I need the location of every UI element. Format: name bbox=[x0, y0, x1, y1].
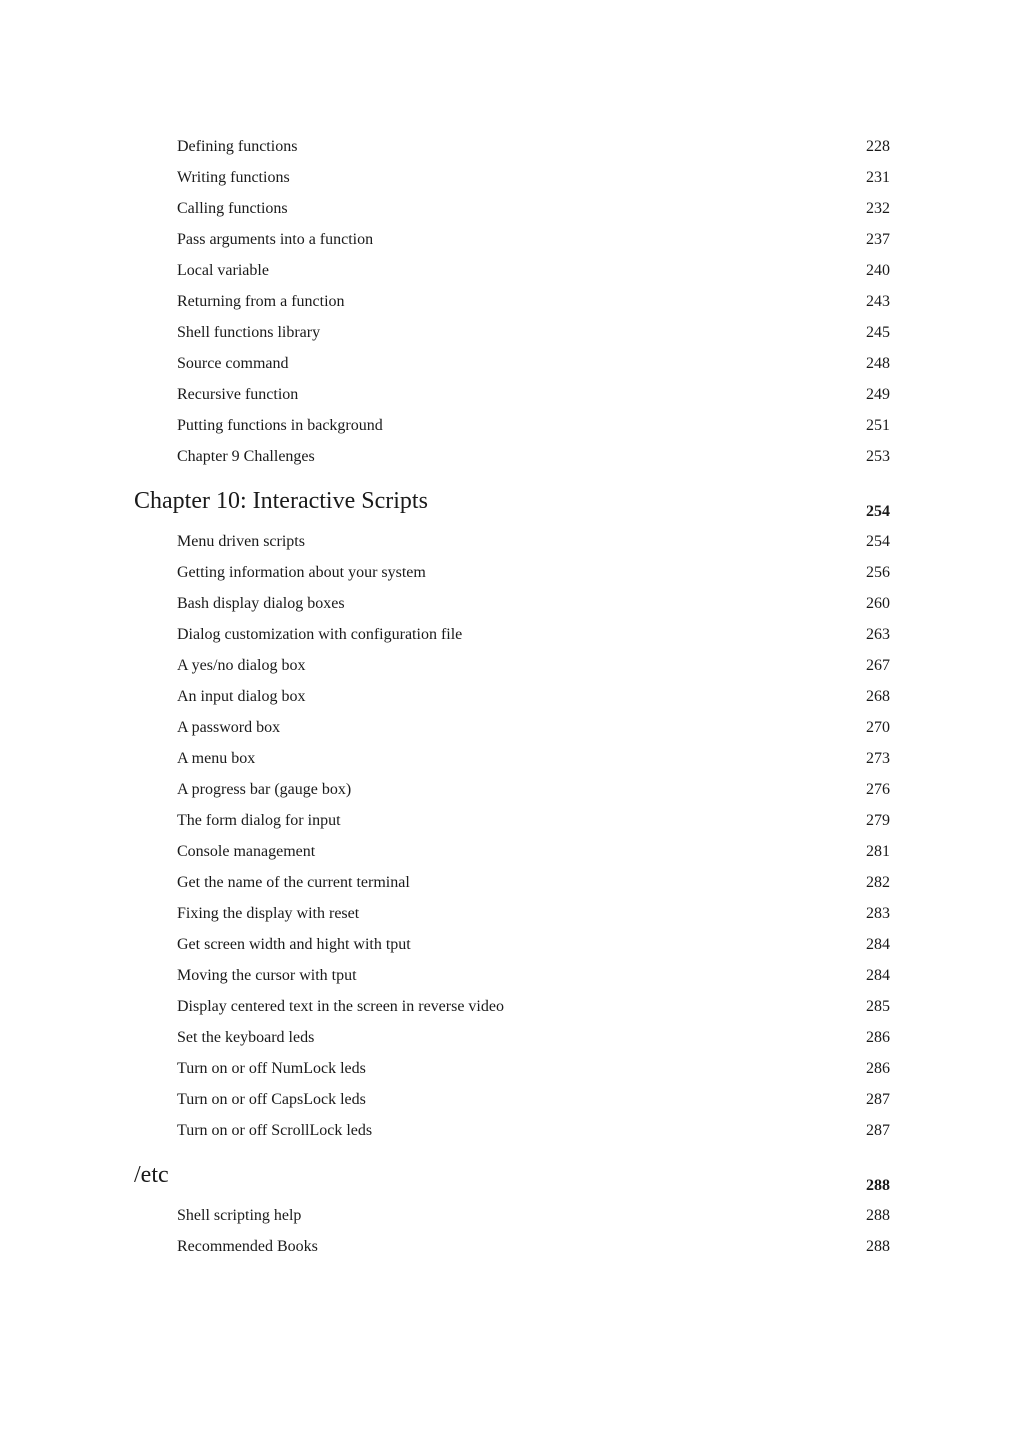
toc-entry-title: Putting functions in background bbox=[177, 417, 383, 434]
toc-entry-title: Shell functions library bbox=[177, 324, 321, 341]
toc-entry-title: Turn on or off ScrollLock leds bbox=[177, 1122, 373, 1139]
toc-entry-page-number: 263 bbox=[866, 626, 890, 643]
toc-entry-page-number: 249 bbox=[866, 386, 890, 403]
toc-entry-page-number: 260 bbox=[866, 595, 890, 612]
toc-entry-page-number: 248 bbox=[866, 355, 890, 372]
toc-entry[interactable] bbox=[0, 1204, 1024, 1235]
toc-entry-title: Turn on or off NumLock leds bbox=[177, 1060, 366, 1077]
toc-entry-title: Returning from a function bbox=[177, 293, 345, 310]
toc-entry[interactable] bbox=[0, 1026, 1024, 1057]
toc-entry[interactable] bbox=[0, 445, 1024, 476]
toc-entry-title: Console management bbox=[177, 843, 316, 860]
toc-entry-page-number: 284 bbox=[866, 967, 890, 984]
toc-entry-page-number: 288 bbox=[866, 1207, 890, 1224]
toc-entry-title: Get screen width and hight with tput bbox=[177, 936, 411, 953]
toc-entry-title: Turn on or off CapsLock leds bbox=[177, 1091, 366, 1108]
toc-entry[interactable] bbox=[0, 654, 1024, 685]
toc-entry-title: Set the keyboard leds bbox=[177, 1029, 315, 1046]
toc-entry-page-number: 228 bbox=[866, 138, 890, 155]
toc-entry-title: Writing functions bbox=[177, 169, 290, 186]
toc-entry[interactable] bbox=[0, 197, 1024, 228]
toc-entry[interactable] bbox=[0, 352, 1024, 383]
toc-entry-page-number: 286 bbox=[866, 1060, 890, 1077]
chapter-page-number: 288 bbox=[866, 1177, 890, 1194]
toc-entry-page-number: 253 bbox=[866, 448, 890, 465]
toc-entry-page-number: 287 bbox=[866, 1122, 890, 1139]
toc-entry[interactable] bbox=[0, 414, 1024, 445]
toc-entry[interactable] bbox=[0, 321, 1024, 352]
toc-entry-page-number: 267 bbox=[866, 657, 890, 674]
toc-entry-page-number: 287 bbox=[866, 1091, 890, 1108]
toc-entry-title: An input dialog box bbox=[177, 688, 306, 705]
toc-entry[interactable] bbox=[0, 228, 1024, 259]
toc-entry-page-number: 270 bbox=[866, 719, 890, 736]
toc-entry-title: A password box bbox=[177, 719, 281, 736]
toc-entry-page-number: 231 bbox=[866, 169, 890, 186]
toc-entry-title: The form dialog for input bbox=[177, 812, 341, 829]
table-of-contents bbox=[0, 135, 1024, 1266]
toc-entry-title: Source command bbox=[177, 355, 289, 372]
toc-entry[interactable] bbox=[0, 383, 1024, 414]
toc-entry-page-number: 276 bbox=[866, 781, 890, 798]
toc-entry-title: Local variable bbox=[177, 262, 269, 279]
toc-entry[interactable] bbox=[0, 1235, 1024, 1266]
toc-entry-page-number: 237 bbox=[866, 231, 890, 248]
toc-entry[interactable] bbox=[0, 995, 1024, 1026]
toc-entry-title: Chapter 9 Challenges bbox=[177, 448, 315, 465]
toc-entry[interactable] bbox=[0, 1057, 1024, 1088]
toc-entry[interactable] bbox=[0, 685, 1024, 716]
toc-entry[interactable] bbox=[0, 1088, 1024, 1119]
toc-entry-page-number: 254 bbox=[866, 533, 890, 550]
toc-entry[interactable] bbox=[0, 716, 1024, 747]
toc-entry[interactable] bbox=[0, 933, 1024, 964]
toc-entry-page-number: 243 bbox=[866, 293, 890, 310]
toc-entry[interactable] bbox=[0, 530, 1024, 561]
toc-entry[interactable] bbox=[0, 561, 1024, 592]
toc-entry[interactable] bbox=[0, 290, 1024, 321]
toc-entry-page-number: 285 bbox=[866, 998, 890, 1015]
chapter-page-number: 254 bbox=[866, 503, 890, 520]
toc-entry-page-number: 232 bbox=[866, 200, 890, 217]
toc-entry[interactable] bbox=[0, 840, 1024, 871]
toc-entry-page-number: 283 bbox=[866, 905, 890, 922]
chapter-title: Chapter 10: Interactive Scripts bbox=[134, 488, 428, 514]
toc-entry[interactable] bbox=[0, 871, 1024, 902]
toc-entry-page-number: 281 bbox=[866, 843, 890, 860]
toc-entry-title: Recursive function bbox=[177, 386, 299, 403]
toc-entry[interactable] bbox=[0, 809, 1024, 840]
toc-entry-title: Recommended Books bbox=[177, 1238, 318, 1255]
toc-entry[interactable] bbox=[0, 1119, 1024, 1150]
toc-entry[interactable] bbox=[0, 259, 1024, 290]
toc-entry[interactable] bbox=[0, 964, 1024, 995]
chapter-heading[interactable] bbox=[0, 476, 1024, 530]
toc-entry-title: A menu box bbox=[177, 750, 256, 767]
toc-entry-page-number: 279 bbox=[866, 812, 890, 829]
toc-entry-title: Shell scripting help bbox=[177, 1207, 302, 1224]
toc-entry[interactable] bbox=[0, 778, 1024, 809]
toc-entry-title: Defining functions bbox=[177, 138, 298, 155]
toc-entry-page-number: 240 bbox=[866, 262, 890, 279]
toc-entry-page-number: 273 bbox=[866, 750, 890, 767]
toc-entry-title: Menu driven scripts bbox=[177, 533, 305, 550]
chapter-title: /etc bbox=[134, 1162, 169, 1188]
toc-entry-title: Bash display dialog boxes bbox=[177, 595, 345, 612]
toc-entry-title: Moving the cursor with tput bbox=[177, 967, 357, 984]
toc-entry[interactable] bbox=[0, 747, 1024, 778]
toc-entry[interactable] bbox=[0, 135, 1024, 166]
toc-entry-page-number: 288 bbox=[866, 1238, 890, 1255]
toc-entry-page-number: 286 bbox=[866, 1029, 890, 1046]
chapter-heading[interactable] bbox=[0, 1150, 1024, 1204]
toc-entry-title: Fixing the display with reset bbox=[177, 905, 360, 922]
toc-entry-page-number: 268 bbox=[866, 688, 890, 705]
toc-entry-title: A yes/no dialog box bbox=[177, 657, 306, 674]
toc-entry[interactable] bbox=[0, 592, 1024, 623]
toc-entry-title: Pass arguments into a function bbox=[177, 231, 374, 248]
toc-entry[interactable] bbox=[0, 166, 1024, 197]
toc-entry-title: Calling functions bbox=[177, 200, 288, 217]
toc-entry-page-number: 256 bbox=[866, 564, 890, 581]
toc-entry-title: A progress bar (gauge box) bbox=[177, 781, 352, 798]
toc-entry-title: Get the name of the current terminal bbox=[177, 874, 410, 891]
toc-entry-title: Dialog customization with configuration file bbox=[177, 626, 463, 643]
toc-entry-page-number: 284 bbox=[866, 936, 890, 953]
toc-entry-title: Getting information about your system bbox=[177, 564, 426, 581]
toc-entry-page-number: 251 bbox=[866, 417, 890, 434]
toc-entry[interactable] bbox=[0, 902, 1024, 933]
toc-entry-page-number: 245 bbox=[866, 324, 890, 341]
toc-entry-page-number: 282 bbox=[866, 874, 890, 891]
toc-entry[interactable] bbox=[0, 623, 1024, 654]
toc-entry-title: Display centered text in the screen in reverse video bbox=[177, 998, 504, 1015]
